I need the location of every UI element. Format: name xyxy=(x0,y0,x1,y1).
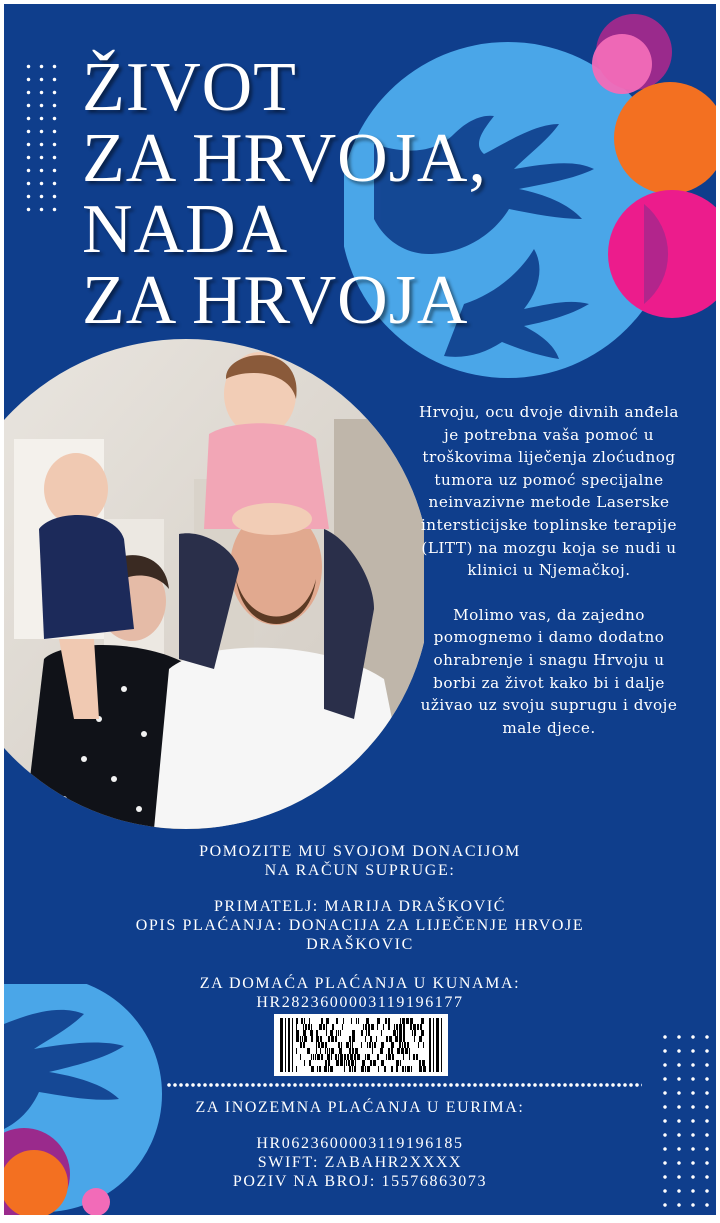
title-line: ZA HRVOJA, xyxy=(82,120,487,197)
poster xyxy=(4,4,716,1215)
appeal-paragraph: Hrvoju, ocu dvoje divnih anđela je potrebna vaša pomoć u troškovima liječenja zloćudnog tumora uz pomoć specijalne neinvazivne metode Laserske intersticijske toplinske terapije (LITT) na mozgu koja se nudi u klinici u Njemačkoj. xyxy=(419,403,679,580)
foreign-iban: HR0623600003119196185 xyxy=(256,1135,464,1152)
appeal-text xyxy=(414,401,684,739)
donation-heading-line: NA RAČUN SUPRUGE: xyxy=(264,862,456,879)
appeal-paragraph: Molimo vas, da zajedno pomognemo i damo dodatno ohrabrenje i snagu Hrvoju u borbi za život kako bi i dalje uživao uz svoju suprugu i dvoje male djece. xyxy=(420,605,678,737)
man-shirt xyxy=(154,648,414,829)
donation-heading-line: POMOZITE MU SVOJOM DONACIJOM xyxy=(199,843,521,860)
barcode-icon xyxy=(274,1014,448,1076)
foreign-label: ZA INOZEMNA PLAĆANJA U EURIMA: xyxy=(195,1099,525,1116)
page-title xyxy=(82,49,487,339)
payment-description: OPIS PLAĆANJA: DONACIJA ZA LIJEČENJE HRVOJE xyxy=(135,917,585,934)
domestic-iban: HR2823600003119196177 xyxy=(256,994,464,1011)
toddler-face xyxy=(44,453,108,525)
title-line: NADA xyxy=(82,191,289,268)
domestic-payment xyxy=(4,974,716,1012)
dotted-divider xyxy=(166,1082,642,1088)
payment-description: DRAŠKOVIC xyxy=(306,936,414,953)
domestic-label: ZA DOMAĆA PLAĆANJA U KUNAMA: xyxy=(199,975,521,992)
foreign-payment-details xyxy=(4,1134,716,1191)
foreign-payment xyxy=(4,1098,716,1117)
recipient-text: PRIMATELJ: MARIJA DRAŠKOVIĆ xyxy=(213,898,507,915)
family-photo xyxy=(4,339,424,829)
title-line: ŽIVOT xyxy=(82,49,297,126)
payment-details xyxy=(4,897,716,954)
pink-circle xyxy=(82,1188,110,1215)
dot-grid-decoration xyxy=(22,60,62,220)
title-line: ZA HRVOJA xyxy=(82,262,469,339)
swift-code: SWIFT: ZABAHR2XXXX xyxy=(257,1154,463,1171)
donation-heading xyxy=(4,842,716,880)
pink-circle xyxy=(592,34,652,94)
toddler-dress xyxy=(39,515,134,639)
payment-reference: POZIV NA BROJ: 15576863073 xyxy=(232,1173,488,1190)
